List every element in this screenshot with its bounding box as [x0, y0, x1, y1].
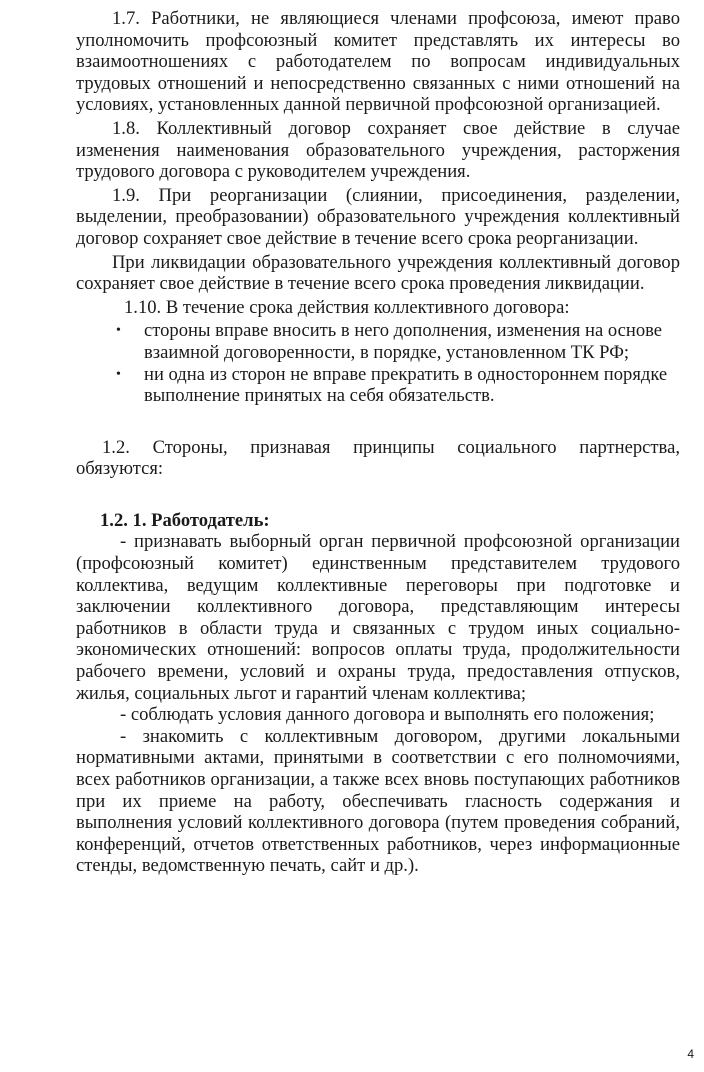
- bullet-icon: •: [116, 323, 121, 339]
- obligation-item: - соблюдать условия данного договора и выполнять его положения;: [120, 704, 655, 726]
- bullet-list: [76, 320, 680, 406]
- bullet-icon: •: [116, 366, 121, 382]
- list-item: [116, 320, 680, 363]
- obligation-item: - знакомить с коллективным договором, другими локальными нормативными актами, принятыми в соответствии с его полномочиями, всех работников организации, а также всех вновь поступающих работников при их приеме на работу, обеспечивать гласность содержания и выполнения условий коллективного договора (путем проведения собраний, конференций, отчетов ответственных работников, через информационные стенды, ведомственную печать, сайт и др.).: [76, 725, 680, 877]
- paragraph-1-8: 1.8. Коллективный договор сохраняет свое действие в случае изменения наименования образовательного учреждения, расторжения трудового договора с руководителем учреждения.: [76, 117, 680, 183]
- page-number: 4: [687, 1047, 694, 1062]
- paragraph-1-2: 1.2. Стороны, признавая принципы социального партнерства, обязуются:: [76, 436, 680, 480]
- obligation-item: - признавать выборный орган первичной профсоюзной организации (профсоюзный комитет) единственным представителем трудового коллектива, ведущим коллективные переговоры при подготовке и заключении коллективного договора, представляющим интересы работников в области труда и связанных с трудом иных социально-экономических отношений: вопросов оплаты труда, продолжительности рабочего времени, условий и охраны труда, предоставления отпусков, жилья, социальных льгот и гарантий членам коллектива;: [76, 531, 680, 704]
- paragraph-1-10: 1.10. В течение срока действия коллективного договора:: [124, 296, 570, 318]
- paragraph-1-9-liquidation: При ликвидации образовательного учреждения коллективный договор сохраняет свое действие в течение всего срока проведения ликвидации.: [76, 251, 680, 295]
- paragraph-1-7: 1.7. Работники, не являющиеся членами профсоюза, имеют право уполномочить профсоюзный комитет представлять их интересы во взаимоотношениях с работодателем по вопросам индивидуальных трудовых отношений и непосредственно связанных с ними отношений на условиях, установленных данной первичной профсоюзной организацией.: [76, 8, 680, 116]
- list-item-text: стороны вправе вносить в него дополнения, изменения на основе взаимной договоренности, в порядке, установленном ТК РФ;: [144, 320, 663, 363]
- list-item-text: ни одна из сторон не вправе прекратить в одностороннем порядке выполнение принятых на себя обязательств.: [144, 363, 668, 407]
- paragraph-1-9: 1.9. При реорганизации (слиянии, присоединения, разделении, выделении, преобразовании) образовательного учреждения коллективный договор сохраняет свое действие в течение всего срока реорганизации.: [76, 184, 680, 249]
- list-item: [116, 363, 680, 407]
- section-heading-employer: 1.2. 1. Работодатель:: [100, 509, 270, 531]
